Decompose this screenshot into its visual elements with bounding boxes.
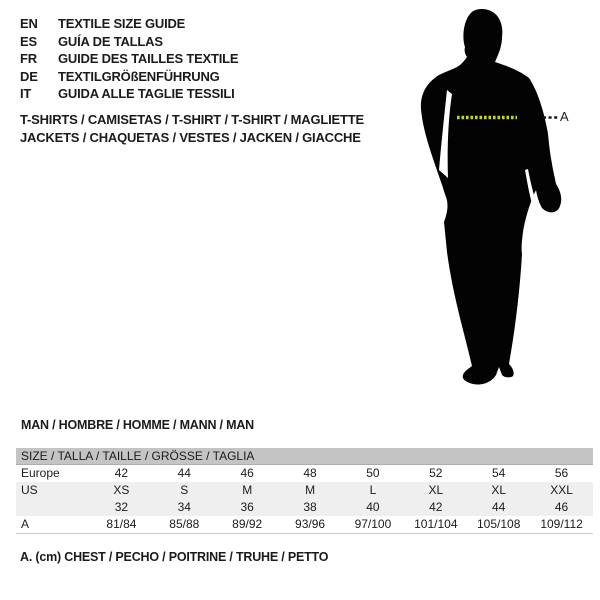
legend-row-de [20, 68, 238, 86]
size-cell: 85/88 [169, 517, 200, 531]
garment-categories [20, 111, 364, 147]
size-cell: 42 [114, 466, 129, 480]
size-cell: 105/108 [476, 517, 521, 531]
lang-title: GUIDE DES TAILLES TEXTILE [58, 51, 239, 66]
size-cell: M [242, 483, 253, 497]
size-cell: 54 [492, 466, 506, 480]
size-cell: 38 [303, 500, 317, 514]
legend-row-fr [20, 50, 238, 68]
size-table [16, 448, 593, 534]
legend-row-en [20, 15, 238, 33]
table-row-numeric [16, 499, 593, 516]
size-cell: 44 [492, 500, 506, 514]
lang-code: DE [20, 68, 38, 84]
size-cell: 52 [429, 466, 443, 480]
row-label [16, 499, 90, 516]
size-cell: 46 [240, 466, 254, 480]
size-table-header: SIZE / TALLA / TAILLE / GRÖSSE / TAGLIA [16, 448, 593, 465]
size-cell: 34 [177, 500, 191, 514]
legend-row-it [20, 85, 238, 103]
man-silhouette-icon [412, 6, 564, 390]
size-cell: L [369, 483, 377, 497]
lang-title: GUIDA ALLE TAGLIE TESSILI [58, 86, 235, 101]
table-row-europe [16, 465, 593, 482]
size-cell: 81/84 [106, 517, 137, 531]
size-cell: 89/92 [232, 517, 263, 531]
section-title-man: MAN / HOMBRE / HOMME / MANN / MAN [21, 418, 254, 432]
lang-code: EN [20, 16, 38, 31]
measurement-footnote: A. (cm) CHEST / PECHO / POITRINE / TRUHE / PETTO [20, 550, 329, 564]
size-cell: 97/100 [354, 517, 392, 531]
row-label: A [21, 517, 30, 531]
silhouette-body [421, 9, 561, 385]
size-cell: 93/96 [295, 517, 326, 531]
size-cell: 40 [366, 500, 380, 514]
lang-title: TEXTILE SIZE GUIDE [58, 16, 186, 31]
table-row-chest-cm [16, 516, 593, 534]
measurement-a-label: A [560, 109, 569, 124]
legend-row-es [20, 33, 238, 51]
size-cell: 44 [177, 466, 191, 480]
row-label: Europe [21, 466, 60, 480]
size-cell: XL [491, 483, 507, 497]
size-cell: 56 [554, 466, 569, 480]
size-cell: XL [428, 483, 444, 497]
size-cell: M [305, 483, 316, 497]
size-cell: S [180, 483, 189, 497]
lang-title: GUÍA DE TALLAS [58, 33, 163, 49]
lang-code: IT [20, 86, 32, 101]
man-silhouette-figure [412, 6, 564, 390]
size-cell: XS [113, 483, 130, 497]
lang-code: FR [20, 51, 37, 66]
size-cell: 46 [554, 500, 569, 514]
size-cell: 32 [114, 500, 129, 514]
row-label: US [21, 483, 38, 497]
size-cell: 42 [429, 500, 443, 514]
size-cell: 36 [240, 500, 254, 514]
size-cell: 101/104 [414, 517, 458, 531]
lang-title: TEXTILGRÖßENFÜHRUNG [58, 68, 220, 84]
size-cell: 109/112 [540, 517, 583, 531]
language-legend [20, 15, 238, 103]
size-cell: XXL [550, 483, 573, 497]
category-line-tshirts: T-SHIRTS / CAMISETAS / T-SHIRT / T-SHIRT / MAGLIETTE [20, 112, 364, 127]
category-line-jackets: JACKETS / CHAQUETAS / VESTES / JACKEN / GIACCHE [20, 130, 361, 145]
size-cell: 48 [303, 466, 317, 480]
size-cell: 50 [366, 466, 380, 480]
table-row-us [16, 482, 593, 499]
lang-code: ES [20, 33, 37, 49]
